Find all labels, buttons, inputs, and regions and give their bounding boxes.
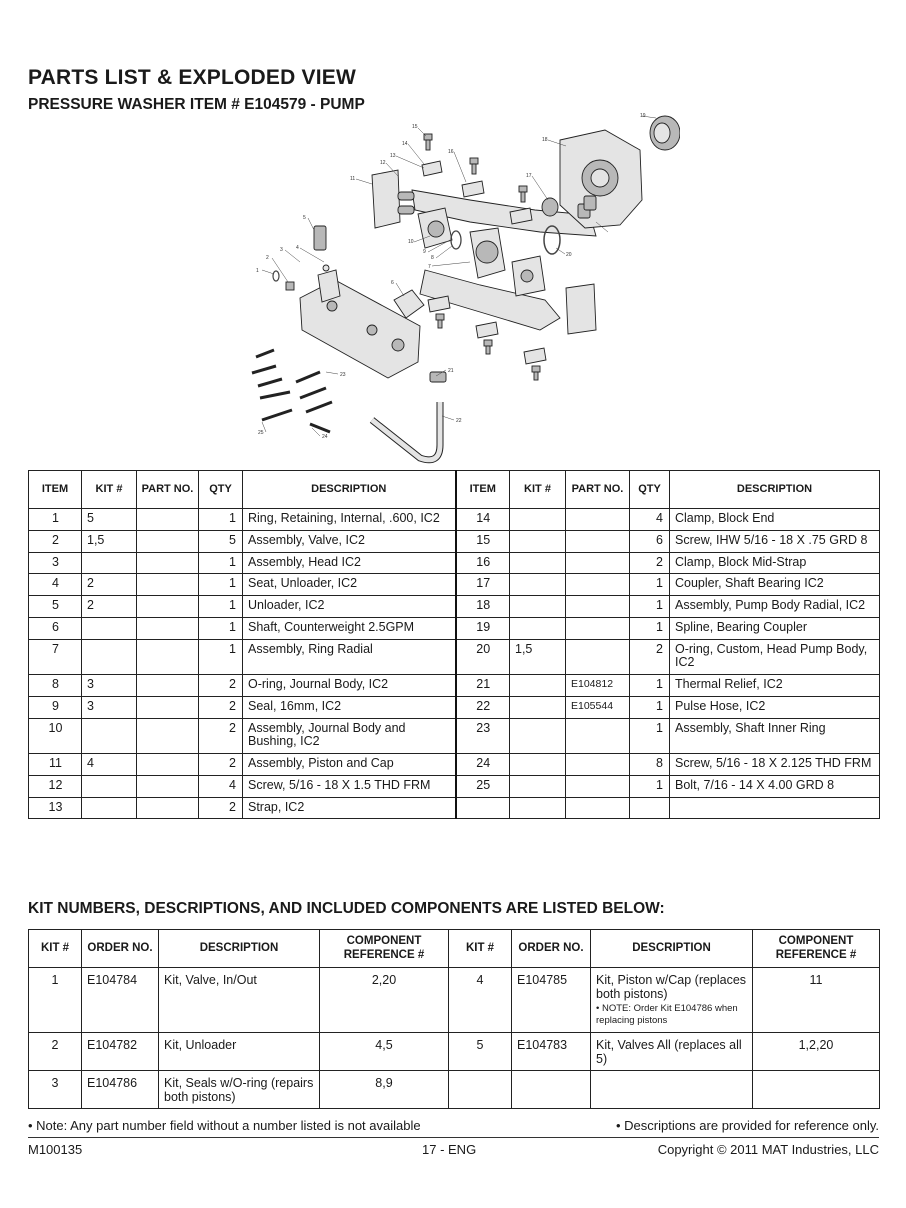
cell-description: Unloader, IC2 (243, 596, 456, 618)
cell-item: 20 (456, 639, 510, 675)
cell-part-no (137, 639, 199, 675)
cell-part-no (566, 639, 630, 675)
retaining-ring (273, 271, 279, 281)
kits-table-header (29, 930, 880, 968)
coupler-shaft-bearing (542, 198, 558, 216)
callout-1: 1 (256, 268, 259, 274)
col-item: ITEM (29, 471, 82, 509)
callout-14: 14 (402, 141, 408, 147)
cell-description: Strap, IC2 (243, 797, 456, 819)
exploded-view-diagram (240, 108, 680, 468)
cell-description: Assembly, Valve, IC2 (243, 530, 456, 552)
kit-description: Kit, Valve, In/Out (164, 973, 257, 987)
cell-part-no (137, 797, 199, 819)
cell-part-no (137, 552, 199, 574)
cell-kit: 2 (82, 596, 137, 618)
unloader (314, 226, 326, 250)
cell-order-no: E104782 (82, 1032, 159, 1070)
cell-kit: 5 (82, 509, 137, 531)
cell-kit (82, 775, 137, 797)
cell-description (591, 1070, 753, 1108)
cell-kit: 5 (449, 1032, 512, 1070)
table-row (29, 675, 880, 697)
parts-table-header (29, 471, 880, 509)
table-row (29, 968, 880, 1033)
cell-item: 16 (456, 552, 510, 574)
callout-24: 24 (322, 434, 328, 440)
cell-description: Shaft, Counterweight 2.5GPM (243, 617, 456, 639)
cell-kit: 2 (82, 574, 137, 596)
callout-25: 25 (258, 430, 264, 436)
cell-qty: 8 (630, 754, 670, 776)
cell-item: 10 (29, 718, 82, 754)
cell-item: 22 (456, 696, 510, 718)
callout-5: 5 (303, 215, 306, 221)
footnote-reference: • Descriptions are provided for reference only. (616, 1118, 879, 1133)
cell-description: Assembly, Pump Body Radial, IC2 (670, 596, 880, 618)
head-assembly (300, 280, 420, 378)
clamp-block-end-a (422, 161, 442, 176)
cell-kit: 3 (82, 696, 137, 718)
cell-qty: 1 (199, 509, 243, 531)
cell-qty: 2 (199, 675, 243, 697)
col-qty: QTY (630, 471, 670, 509)
cell-item (456, 797, 510, 819)
cell-qty: 1 (630, 696, 670, 718)
clamp-block-mid-a (462, 181, 484, 197)
kits-table (28, 929, 880, 1109)
col-order-no: ORDER NO. (512, 930, 591, 968)
cell-item: 5 (29, 596, 82, 618)
cell-kit (510, 718, 566, 754)
cell-kit (510, 775, 566, 797)
cell-description (159, 1070, 320, 1108)
cell-item: 4 (29, 574, 82, 596)
col-component-ref: COMPONENT REFERENCE # (753, 930, 880, 968)
page-number: 17 - ENG (422, 1142, 477, 1157)
col-description: DESCRIPTION (591, 930, 753, 968)
cell-kit: 1,5 (510, 639, 566, 675)
cell-description: Seal, 16mm, IC2 (243, 696, 456, 718)
cell-item: 14 (456, 509, 510, 531)
table-row (29, 696, 880, 718)
cell-part-no (137, 754, 199, 776)
cell-qty: 5 (199, 530, 243, 552)
kit-description: Kit, Unloader (164, 1037, 237, 1052)
thermal-relief (430, 372, 446, 382)
cell-description: Assembly, Piston and Cap (243, 754, 456, 776)
cell-kit: 3 (29, 1070, 82, 1108)
cell-description: Seat, Unloader, IC2 (243, 574, 456, 596)
table-row (29, 775, 880, 797)
cell-component-ref: 11 (753, 968, 880, 1033)
valve-assembly-b (584, 196, 596, 210)
cell-qty: 1 (630, 718, 670, 754)
callout-9: 9 (423, 249, 426, 255)
seat-unloader (323, 265, 329, 271)
cell-part-no (566, 718, 630, 754)
cell-item: 9 (29, 696, 82, 718)
col-kit: KIT # (510, 471, 566, 509)
col-kit: KIT # (449, 930, 512, 968)
kit-description: Kit, Seals w/O-ring (repairs both pistons) (164, 1075, 314, 1104)
cell-item: 18 (456, 596, 510, 618)
table-row (29, 574, 880, 596)
cell-kit (510, 574, 566, 596)
cell-description: Thermal Relief, IC2 (670, 675, 880, 697)
cell-kit (510, 696, 566, 718)
callout-7: 7 (428, 264, 431, 270)
cell-item: 24 (456, 754, 510, 776)
cell-item: 11 (29, 754, 82, 776)
col-item: ITEM (456, 471, 510, 509)
cell-qty: 1 (199, 596, 243, 618)
cell-description (670, 797, 880, 819)
callout-3: 3 (280, 247, 283, 253)
col-description: DESCRIPTION (670, 471, 880, 509)
cell-part-no (137, 596, 199, 618)
cell-kit (82, 797, 137, 819)
cell-description: Assembly, Journal Body and Bushing, IC2 (243, 718, 456, 754)
footnote-availability: • Note: Any part number field without a number listed is not available (28, 1118, 421, 1133)
callout-11: 11 (350, 176, 356, 182)
table-row (29, 509, 880, 531)
col-description: DESCRIPTION (159, 930, 320, 968)
cell-qty: 2 (630, 639, 670, 675)
table-row (29, 617, 880, 639)
cell-kit (82, 639, 137, 675)
cell-description: Ring, Retaining, Internal, .600, IC2 (243, 509, 456, 531)
cell-kit: 1 (29, 968, 82, 1033)
cell-part-no (566, 617, 630, 639)
cell-kit (510, 530, 566, 552)
cell-part-no (566, 754, 630, 776)
cell-part-no (137, 675, 199, 697)
cell-order-no (512, 1070, 591, 1108)
cell-kit: 4 (82, 754, 137, 776)
cell-qty: 1 (199, 617, 243, 639)
clamp-block-end-c (476, 322, 498, 338)
cell-component-ref (753, 1070, 880, 1108)
cell-order-no: E104785 (512, 968, 591, 1033)
table-row (29, 639, 880, 675)
cell-description (591, 1032, 753, 1070)
cell-description: Screw, 5/16 - 18 X 2.125 THD FRM (670, 754, 880, 776)
cell-item: 1 (29, 509, 82, 531)
valve-assembly-c (286, 282, 294, 290)
cell-item: 6 (29, 617, 82, 639)
cell-part-no (566, 509, 630, 531)
cell-part-no (566, 797, 630, 819)
footnotes (28, 1118, 879, 1133)
cell-component-ref: 4,5 (320, 1032, 449, 1070)
col-part-no: PART NO. (137, 471, 199, 509)
cell-kit (510, 617, 566, 639)
cell-qty: 2 (630, 552, 670, 574)
cell-description: Spline, Bearing Coupler (670, 617, 880, 639)
cell-qty: 2 (199, 797, 243, 819)
callout-13: 13 (390, 153, 396, 159)
callout-8: 8 (431, 255, 434, 261)
cell-kit (510, 552, 566, 574)
cell-description: Clamp, Block Mid-Strap (670, 552, 880, 574)
cell-item: 8 (29, 675, 82, 697)
page-title: PARTS LIST & EXPLODED VIEW (28, 66, 357, 89)
cell-item: 7 (29, 639, 82, 675)
cell-kit (82, 617, 137, 639)
cell-description: Pulse Hose, IC2 (670, 696, 880, 718)
cell-part-no (137, 530, 199, 552)
callout-21: 21 (448, 368, 454, 374)
parts-table (28, 470, 880, 819)
cell-part-no (137, 574, 199, 596)
cell-kit (510, 675, 566, 697)
cell-qty: 1 (630, 617, 670, 639)
callout-10: 10 (408, 239, 414, 245)
cell-kit (510, 797, 566, 819)
cell-part-no (566, 574, 630, 596)
callout-23: 23 (340, 372, 346, 378)
cell-part-no (566, 775, 630, 797)
cell-description: Clamp, Block End (670, 509, 880, 531)
cell-description (159, 968, 320, 1033)
cell-kit: 2 (29, 1032, 82, 1070)
table-row (29, 596, 880, 618)
cell-item: 13 (29, 797, 82, 819)
cell-kit: 1,5 (82, 530, 137, 552)
cell-part-no: E105544 (566, 696, 630, 718)
col-kit: KIT # (29, 930, 82, 968)
cell-qty: 6 (630, 530, 670, 552)
cell-kit (510, 509, 566, 531)
cell-description: Assembly, Shaft Inner Ring (670, 718, 880, 754)
cell-part-no (566, 530, 630, 552)
table-row (29, 552, 880, 574)
callout-15: 15 (412, 124, 418, 130)
callout-12: 12 (380, 160, 386, 166)
cell-kit (510, 754, 566, 776)
cell-kit (82, 552, 137, 574)
cell-part-no (137, 718, 199, 754)
cell-kit: 3 (82, 675, 137, 697)
table-row (29, 754, 880, 776)
cell-description: O-ring, Journal Body, IC2 (243, 675, 456, 697)
callout-4: 4 (296, 245, 299, 251)
table-row (29, 530, 880, 552)
table-row (29, 797, 880, 819)
col-part-no: PART NO. (566, 471, 630, 509)
cell-item: 21 (456, 675, 510, 697)
col-description: DESCRIPTION (243, 471, 456, 509)
cell-part-no (137, 696, 199, 718)
kit-note: • NOTE: Order Kit E104786 when replacing pistons (596, 1003, 738, 1027)
cell-part-no (566, 552, 630, 574)
cell-part-no (137, 617, 199, 639)
cell-description (591, 968, 753, 1033)
cell-item: 2 (29, 530, 82, 552)
cell-kit (82, 718, 137, 754)
table-row (29, 1032, 880, 1070)
cell-item: 15 (456, 530, 510, 552)
cell-kit: 4 (449, 968, 512, 1033)
cell-qty: 2 (199, 754, 243, 776)
kits-heading: KIT NUMBERS, DESCRIPTIONS, AND INCLUDED COMPONENTS ARE LISTED BELOW: (28, 900, 665, 917)
callout-19: 19 (640, 113, 646, 119)
table-row (29, 718, 880, 754)
cell-qty: 1 (199, 552, 243, 574)
cell-qty: 4 (199, 775, 243, 797)
cell-order-no: E104786 (82, 1070, 159, 1108)
col-order-no: ORDER NO. (82, 930, 159, 968)
page-subtitle: PRESSURE WASHER ITEM # E104579 - PUMP (28, 96, 365, 113)
cell-description: O-ring, Custom, Head Pump Body, IC2 (670, 639, 880, 675)
col-qty: QTY (199, 471, 243, 509)
cell-qty: 1 (630, 775, 670, 797)
cell-order-no: E104784 (82, 968, 159, 1033)
cell-part-no (137, 509, 199, 531)
cell-item: 3 (29, 552, 82, 574)
cell-kit (510, 596, 566, 618)
kit-description: Kit, Piston w/Cap (replaces both pistons) (596, 973, 747, 1001)
col-kit: KIT # (82, 471, 137, 509)
copyright: Copyright © 2011 MAT Industries, LLC (657, 1142, 879, 1157)
cell-description: Screw, 5/16 - 18 X 1.5 THD FRM (243, 775, 456, 797)
cell-part-no: E104812 (566, 675, 630, 697)
cell-component-ref: 2,20 (320, 968, 449, 1033)
kit-description: Kit, Valves All (replaces all 5) (596, 1037, 742, 1066)
cell-kit (449, 1070, 512, 1108)
cell-qty: 2 (199, 718, 243, 754)
callout-22: 22 (456, 418, 462, 424)
cell-description: Bolt, 7/16 - 14 X 4.00 GRD 8 (670, 775, 880, 797)
cell-item: 17 (456, 574, 510, 596)
cell-description (159, 1032, 320, 1070)
cell-item: 19 (456, 617, 510, 639)
clamp-block-mid-b (428, 296, 450, 312)
cell-description: Assembly, Head IC2 (243, 552, 456, 574)
cell-item: 25 (456, 775, 510, 797)
cell-item: 23 (456, 718, 510, 754)
col-component-ref: COMPONENT REFERENCE # (320, 930, 449, 968)
cell-component-ref: 1,2,20 (753, 1032, 880, 1070)
cell-description: Assembly, Ring Radial (243, 639, 456, 675)
cell-qty: 1 (630, 596, 670, 618)
cell-component-ref: 8,9 (320, 1070, 449, 1108)
end-block (566, 284, 596, 334)
cell-qty: 4 (630, 509, 670, 531)
callout-17: 17 (526, 173, 532, 179)
cell-part-no (137, 775, 199, 797)
cell-qty: 1 (199, 574, 243, 596)
doc-number: M100135 (28, 1142, 83, 1157)
callout-6: 6 (391, 280, 394, 286)
table-row (29, 1070, 880, 1108)
cell-order-no: E104783 (512, 1032, 591, 1070)
callout-20: 20 (566, 252, 572, 258)
cell-description: Screw, IHW 5/16 - 18 X .75 GRD 8 (670, 530, 880, 552)
callout-18: 18 (542, 137, 548, 143)
cell-qty: 1 (199, 639, 243, 675)
cell-qty (630, 797, 670, 819)
piston-and-cap (372, 170, 400, 228)
cell-qty: 1 (630, 574, 670, 596)
footer-divider (28, 1137, 879, 1138)
callout-16: 16 (448, 149, 454, 155)
cell-description: Coupler, Shaft Bearing IC2 (670, 574, 880, 596)
cell-part-no (566, 596, 630, 618)
callout-2: 2 (266, 255, 269, 261)
cell-qty: 2 (199, 696, 243, 718)
cell-qty: 1 (630, 675, 670, 697)
cell-item: 12 (29, 775, 82, 797)
clamp-block-end-d (524, 348, 546, 364)
